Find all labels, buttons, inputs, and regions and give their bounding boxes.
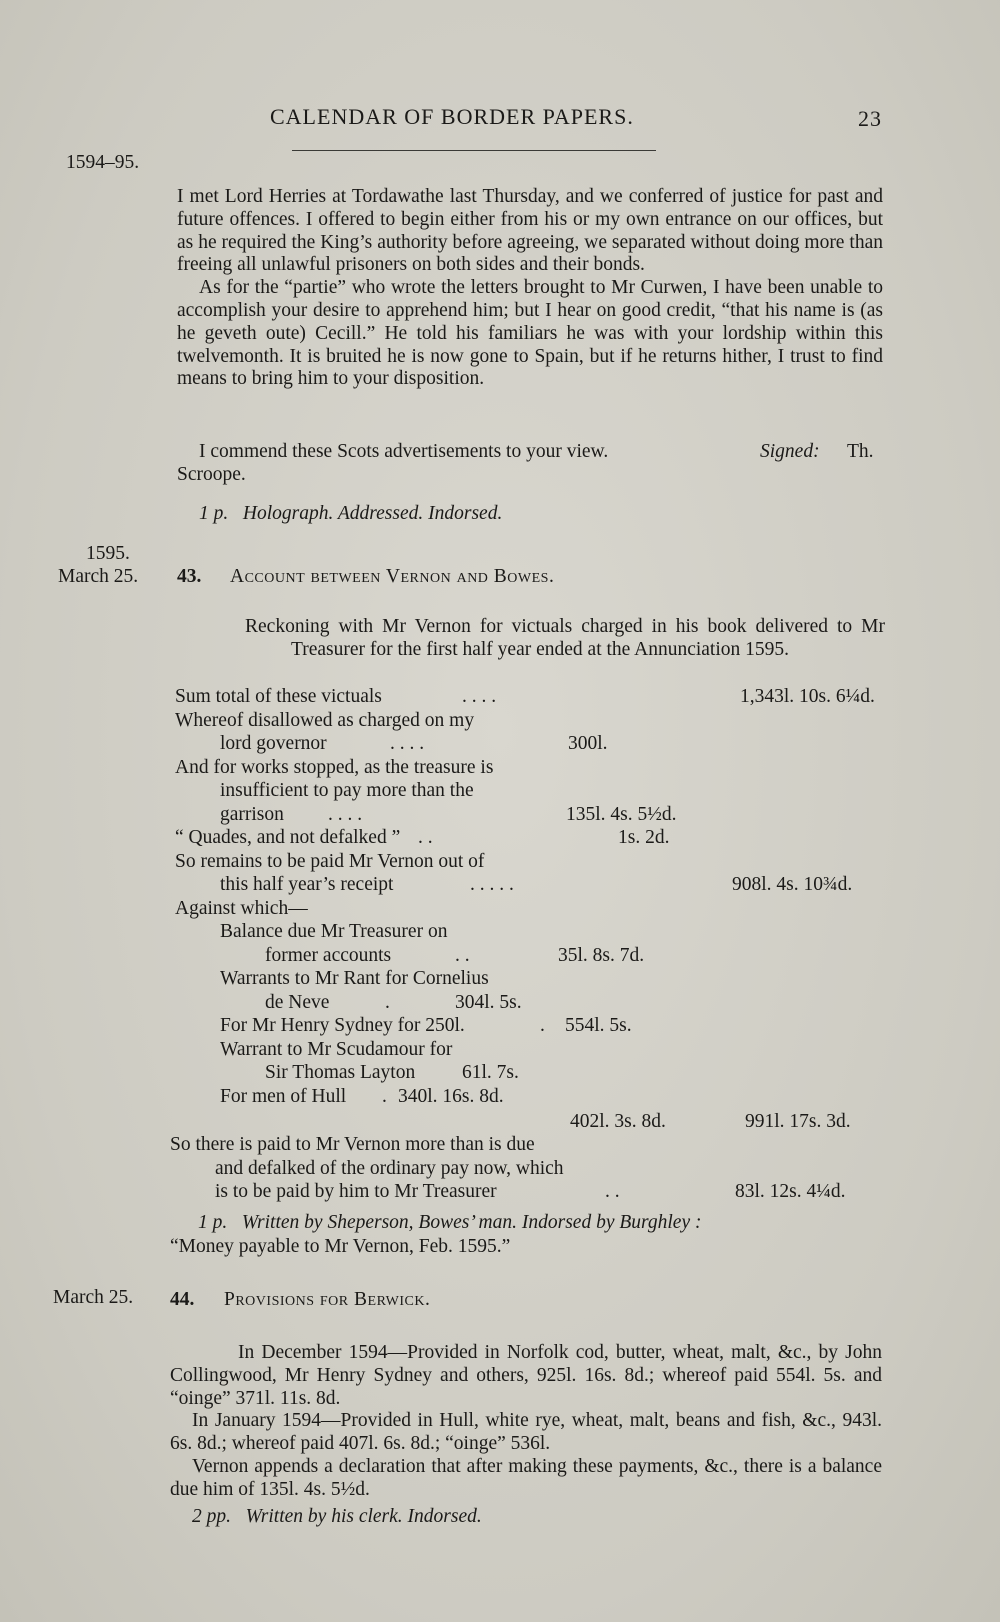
- margin-year: 1595.: [86, 543, 130, 564]
- amount: 340l. 16s. 8d.: [398, 1086, 504, 1107]
- amount: 1,343l. 10s. 6¼d.: [740, 686, 875, 707]
- entry-paragraph: In December 1594—Provided in Norfolk cod, butter, wheat, malt, &c., by John Collingwood, Mr Henry Sydney and others, 925l. 16s. 8d.; whereof paid 554l. 5s. and “oinge” 371l. 11s. 8d.: [170, 1342, 882, 1409]
- account-line: Balance due Mr Treasurer on: [220, 921, 448, 942]
- account-line: So remains to be paid Mr Vernon out of: [175, 851, 485, 872]
- leader-dots: . . . . .: [470, 874, 514, 895]
- header-rule: [292, 150, 656, 151]
- entry-date: March 25.: [53, 1287, 134, 1308]
- amount: 61l. 7s.: [462, 1062, 519, 1083]
- entry-number: 43.: [177, 566, 202, 587]
- intro-text: Reckoning with Mr Vernon for victuals charged in his book delivered to Mr Treasurer for the first half year ended at the Annunciation 1595.: [245, 616, 885, 660]
- amount: 300l.: [568, 733, 608, 754]
- note-pages: 2 pp.: [192, 1506, 231, 1527]
- account-line: So there is paid to Mr Vernon more than is due: [170, 1134, 535, 1155]
- entry-note: [192, 1506, 482, 1529]
- leader-dots: . . . .: [328, 804, 363, 825]
- amount: 304l. 5s.: [455, 992, 522, 1013]
- entry-title: Provisions for Berwick.: [224, 1289, 431, 1310]
- running-title: CALENDAR OF BORDER PAPERS.: [270, 104, 634, 129]
- page-number: 23: [858, 106, 882, 131]
- signed-label: Signed:: [760, 441, 820, 462]
- letter-note: [199, 503, 502, 526]
- leader-dots: .: [385, 992, 390, 1013]
- letter-body: [177, 186, 883, 391]
- account-intro: [245, 616, 885, 662]
- note-pages: 1 p.: [199, 503, 229, 524]
- entry-number: 44.: [170, 1289, 195, 1310]
- leader-dots: . .: [605, 1181, 620, 1202]
- letter-paragraph: I met Lord Herries at Tordawathe last Thursday, and we conferred of justice for past and future offences. I offered to begin either from his or my own entrance on our offices, but as he required the King’s authority before agreeing, we separated without doing more than freeing all unlawful prisoners on both sides and their bonds.: [177, 186, 883, 276]
- account-line: and defalked of the ordinary pay now, which: [215, 1158, 564, 1179]
- margin-year: 1594–95.: [66, 152, 140, 173]
- account-line: Sum total of these victuals: [175, 686, 382, 707]
- amount: 83l. 12s. 4¼d.: [735, 1181, 846, 1202]
- account-line: de Neve: [265, 992, 330, 1013]
- amount: 908l. 4s. 10¾d.: [732, 874, 853, 895]
- account-line: “ Quades, and not defalked ”: [175, 827, 401, 848]
- signature-last: Scroope.: [177, 464, 246, 485]
- letter-closing: I commend these Scots advertisements to your view.: [199, 441, 609, 462]
- account-line: Against which—: [175, 898, 308, 919]
- account-line: And for works stopped, as the treasure is: [175, 757, 494, 778]
- account-line: For Mr Henry Sydney for 250l.: [220, 1015, 465, 1036]
- entry-paragraph: Vernon appends a declaration that after making these payments, &c., there is a balance due him of 135l. 4s. 5½d.: [170, 1455, 882, 1500]
- leader-dots: . .: [418, 827, 433, 848]
- amount: 554l. 5s.: [565, 1015, 632, 1036]
- signature-first: Th.: [847, 441, 874, 462]
- entry-date: March 25.: [58, 566, 139, 587]
- account-line: For men of Hull: [220, 1086, 347, 1107]
- account-line: garrison: [220, 804, 284, 825]
- amount: 135l. 4s. 5½d.: [566, 804, 677, 825]
- leader-dots: . . . .: [462, 686, 497, 707]
- leader-dots: . . . .: [390, 733, 425, 754]
- account-line: former accounts: [265, 945, 392, 966]
- note-text: Written by Sheperson, Bowes’ man. Indorsed by Burghley :: [241, 1212, 702, 1233]
- note-text: Written by his clerk. Indorsed.: [245, 1506, 482, 1527]
- amount: 1s. 2d.: [618, 827, 670, 848]
- leader-dots: . .: [455, 945, 470, 966]
- account-line: is to be paid by him to Mr Treasurer: [215, 1181, 497, 1202]
- entry-note: [198, 1212, 702, 1235]
- account-line: Sir Thomas Layton: [265, 1062, 416, 1083]
- note-text: Holograph. Addressed. Indorsed.: [242, 503, 503, 524]
- total: 991l. 17s. 3d.: [745, 1111, 851, 1132]
- account-line: Warrants to Mr Rant for Cornelius: [220, 968, 489, 989]
- account-line: insufficient to pay more than the: [220, 780, 474, 801]
- amount: 35l. 8s. 7d.: [558, 945, 645, 966]
- leader-dots: .: [540, 1015, 545, 1036]
- account-line: lord governor: [220, 733, 327, 754]
- subtotal: 402l. 3s. 8d.: [570, 1111, 666, 1132]
- letter-paragraph: As for the “partie” who wrote the letters brought to Mr Curwen, I have been unable to accomplish your desire to apprehend him; but I hear on good credit, “that his name is (as he geveth oute) Cecill.” He told his familiars he was with your lordship within this twelvemonth. It is bruited he is now gone to Spain, but if he returns hither, I trust to find means to bring him to your disposition.: [177, 277, 883, 390]
- note-quote: “Money payable to Mr Vernon, Feb. 1595.”: [170, 1236, 511, 1257]
- account-line: this half year’s receipt: [220, 874, 394, 895]
- entry-paragraph: In January 1594—Provided in Hull, white rye, wheat, malt, beans and fish, &c., 943l. 6s. 8d.; whereof paid 407l. 6s. 8d.; “oinge” 536l.: [170, 1410, 882, 1455]
- note-pages: 1 p.: [198, 1212, 228, 1233]
- account-line: Whereof disallowed as charged on my: [175, 710, 475, 731]
- entry-title: Account between Vernon and Bowes.: [230, 566, 555, 587]
- account-line: Warrant to Mr Scudamour for: [220, 1039, 453, 1060]
- entry-body: [170, 1342, 882, 1502]
- leader-dots: .: [382, 1086, 387, 1107]
